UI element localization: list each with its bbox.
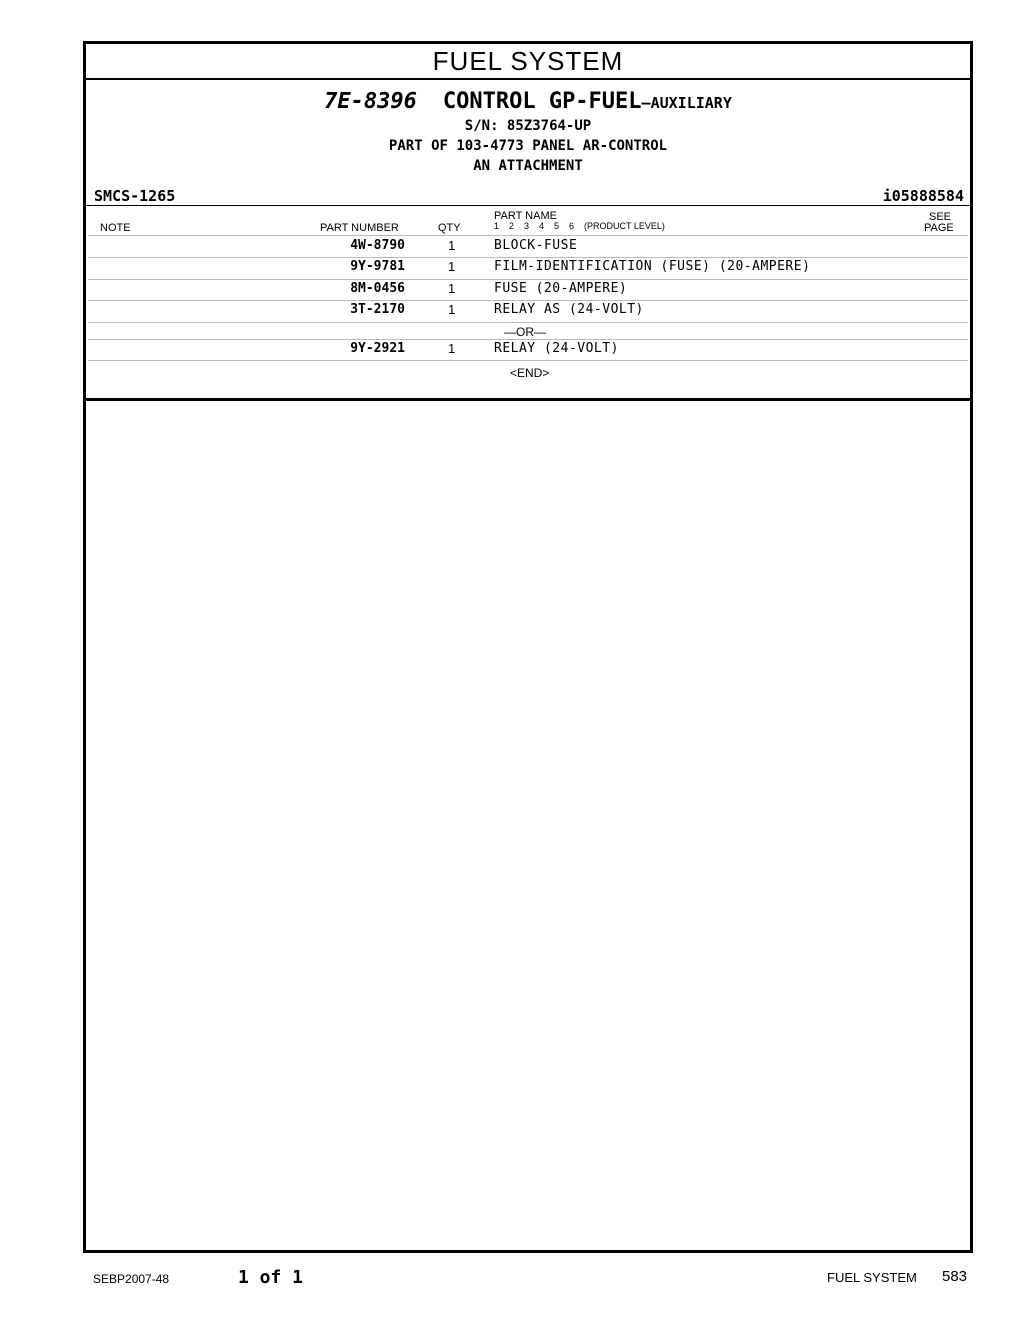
col-part-name: PART NAME xyxy=(494,210,557,222)
part-name: RELAY (24-VOLT) xyxy=(494,341,619,356)
page-frame xyxy=(83,41,973,1253)
part-of-line: PART OF 103-4773 PANEL AR-CONTROL xyxy=(388,138,668,154)
table-row[interactable] xyxy=(86,339,970,359)
row-divider xyxy=(88,360,968,361)
section-title: FUEL SYSTEM xyxy=(86,44,970,80)
quantity: 1 xyxy=(448,341,456,356)
table-row[interactable] xyxy=(86,279,970,299)
document-id: SEBP2007-48 xyxy=(93,1272,170,1286)
illustration-id: i05888584 xyxy=(882,187,964,205)
attachment-line: AN ATTACHMENT xyxy=(473,158,583,174)
table-row[interactable] xyxy=(86,300,970,320)
part-number[interactable]: 3T-2170 xyxy=(350,302,405,317)
table-row[interactable] xyxy=(86,257,970,277)
footer-section: FUEL SYSTEM xyxy=(827,1270,917,1285)
part-number[interactable]: 9Y-2921 xyxy=(350,341,405,356)
page-number: 583 xyxy=(942,1268,968,1285)
col-page: PAGE xyxy=(924,222,954,234)
quantity: 1 xyxy=(448,302,456,317)
part-name: BLOCK-FUSE xyxy=(494,238,578,253)
part-name: RELAY AS (24-VOLT) xyxy=(494,302,644,317)
group-title xyxy=(86,89,970,114)
col-qty: QTY xyxy=(438,222,461,234)
part-number[interactable]: 8M-0456 xyxy=(350,281,405,296)
group-part-number[interactable]: 7E-8396 xyxy=(324,89,417,114)
row-divider xyxy=(88,322,968,323)
serial-number: S/N: 85Z3764-UP xyxy=(464,118,592,134)
table-row[interactable] xyxy=(86,236,970,256)
quantity: 1 xyxy=(448,259,456,274)
smcs-code: SMCS-1265 xyxy=(94,187,176,205)
group-name: CONTROL GP-FUEL xyxy=(442,89,642,114)
end-marker: <END> xyxy=(510,366,550,380)
col-note: NOTE xyxy=(100,222,131,234)
table-bottom-border xyxy=(86,398,970,401)
part-name: FILM-IDENTIFICATION (FUSE) (20-AMPERE) xyxy=(494,259,811,274)
col-see: SEE xyxy=(929,211,952,223)
quantity: 1 xyxy=(448,281,456,296)
or-separator: —OR— xyxy=(504,325,546,339)
header-divider xyxy=(86,205,970,206)
col-product-levels: 1 2 3 4 5 6 (PRODUCT LEVEL) xyxy=(494,221,665,231)
part-number[interactable]: 9Y-9781 xyxy=(350,259,405,274)
part-number[interactable]: 4W-8790 xyxy=(350,238,405,253)
part-name: FUSE (20-AMPERE) xyxy=(494,281,628,296)
group-name-suffix: —AUXILIARY xyxy=(641,94,732,112)
quantity: 1 xyxy=(448,238,456,253)
page-of: 1 of 1 xyxy=(238,1267,304,1288)
col-part-number: PART NUMBER xyxy=(320,222,399,234)
